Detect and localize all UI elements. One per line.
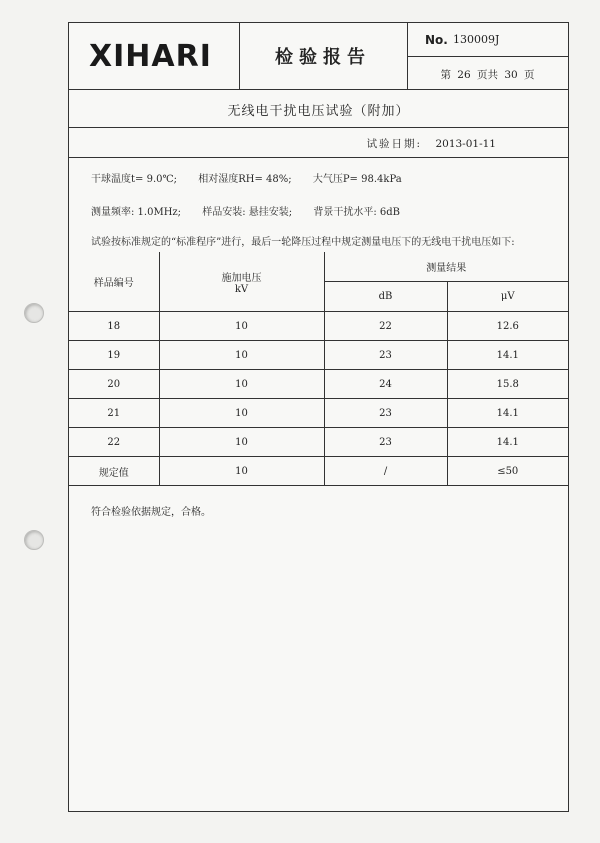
test-date-label: 试验日期:: [366, 138, 423, 150]
cell-sample: 18: [69, 312, 159, 341]
cell-db: 23: [324, 341, 447, 370]
table-row: [69, 370, 568, 399]
report-number-cell: [407, 23, 568, 57]
cell-db: 22: [324, 312, 447, 341]
table-row-limit: [69, 457, 568, 486]
cell-db: 24: [324, 370, 447, 399]
cell-sample: 20: [69, 370, 159, 399]
report-page: [68, 22, 569, 812]
binder-hole-bottom: [24, 530, 44, 550]
report-number-value: 130009J: [453, 33, 500, 46]
cell-voltage: 10: [159, 399, 324, 428]
subtitle-row: [69, 89, 568, 128]
cell-uv: 14.1: [447, 341, 568, 370]
table-row: [69, 312, 568, 341]
page-info: 第 26 页共 30 页: [440, 69, 535, 81]
header-uv: μV: [447, 282, 568, 312]
header-db: dB: [324, 282, 447, 312]
cell-uv: 12.6: [447, 312, 568, 341]
header-voltage-unit: kV: [234, 283, 249, 295]
cell-sample: 22: [69, 428, 159, 457]
company-logo: XIHARI: [89, 39, 212, 74]
test-date: [367, 136, 496, 151]
cell-voltage: 10: [159, 341, 324, 370]
binder-hole-top: [24, 303, 44, 323]
cell-sample: 19: [69, 341, 159, 370]
test-date-value: 2013-01-11: [435, 138, 496, 150]
cell-sample: 规定值: [69, 457, 159, 486]
header-measurement-result: 测量结果: [324, 252, 568, 282]
table-row: [69, 341, 568, 370]
cell-voltage: 10: [159, 370, 324, 399]
conditions-line-1: [91, 170, 420, 185]
title-cell: [239, 23, 408, 89]
page-info-cell: [407, 56, 568, 89]
cell-voltage: 10: [159, 428, 324, 457]
header-applied-voltage: [159, 252, 324, 312]
cell-voltage: 10: [159, 457, 324, 486]
relative-humidity: 相对湿度RH= 48%;: [198, 174, 292, 185]
cell-uv: 15.8: [447, 370, 568, 399]
cell-uv: 14.1: [447, 428, 568, 457]
conditions-line-2: [91, 203, 418, 218]
test-date-row: [69, 127, 568, 158]
cell-db: 23: [324, 428, 447, 457]
table-row: [69, 399, 568, 428]
measurement-frequency: 测量频率: 1.0MHz;: [91, 207, 182, 218]
report-header: [69, 23, 568, 90]
background-noise-level: 背景干扰水平: 6dB: [313, 207, 401, 218]
table-row: [69, 428, 568, 457]
header-voltage-label: 施加电压: [221, 272, 262, 284]
conclusion-text: 符合检验依据规定，合格。: [91, 507, 211, 518]
report-title: 检验报告: [275, 47, 371, 68]
cell-uv: ≤50: [447, 457, 568, 486]
cell-sample: 21: [69, 399, 159, 428]
cell-db: 23: [324, 399, 447, 428]
results-table: [69, 252, 568, 486]
test-subtitle: 无线电干扰电压试验（附加）: [227, 104, 410, 119]
cell-voltage: 10: [159, 312, 324, 341]
header-sample-id: 样品编号: [69, 252, 159, 312]
cell-db: /: [324, 457, 447, 486]
dry-bulb-temperature: 干球温度t= 9.0℃;: [91, 174, 178, 185]
atmospheric-pressure: 大气压P= 98.4kPa: [312, 174, 402, 185]
table-header-row: [69, 252, 568, 282]
cell-uv: 14.1: [447, 399, 568, 428]
logo-cell: [69, 23, 240, 89]
procedure-note: 试验按标准规定的“标准程序”进行，最后一轮降压过程中规定测量电压下的无线电干扰电压如下:: [91, 237, 515, 248]
sample-mounting: 样品安装: 悬挂安装;: [202, 207, 293, 218]
report-number-label: No.: [425, 33, 448, 47]
